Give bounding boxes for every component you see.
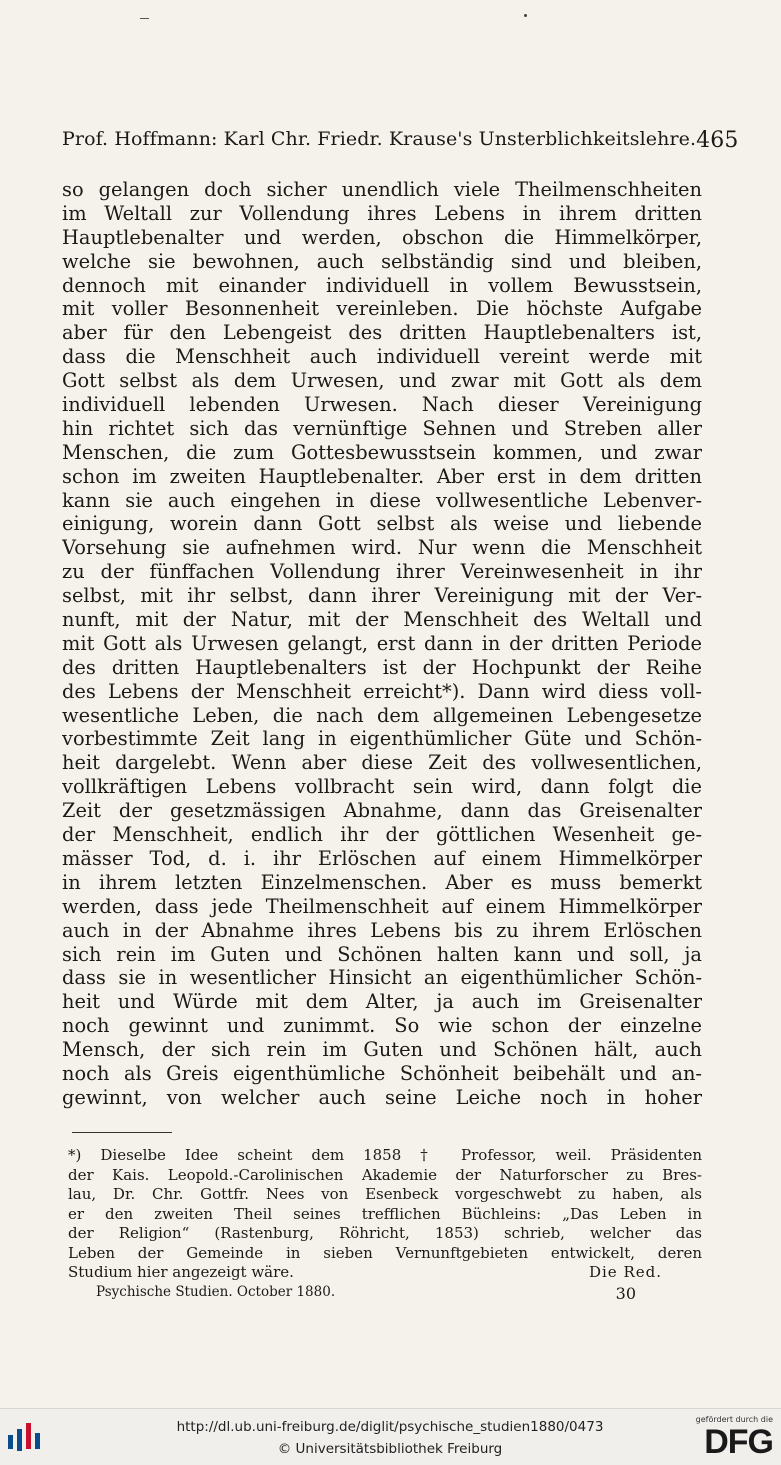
running-header	[62, 128, 739, 153]
text-line: des dritten Hauptlebenalters ist der Hochpunkt der Reihe	[62, 655, 702, 679]
text-line: noch als Greis eigenthümliche Schönheit beibehält und an-	[62, 1061, 702, 1085]
text-line: mit voller Besonnenheit vereinleben. Die höchste Aufgabe	[62, 297, 702, 321]
permalink-url[interactable]: http://dl.ub.uni-freiburg.de/diglit/psychische_studien1880/0473	[176, 1419, 604, 1435]
text-line: mit Gott als Urwesen gelangt, erst dann in der dritten Periode	[62, 631, 702, 655]
footnote-line: lau, Dr. Chr. Gottfr. Nees von Esenbeck vorgeschwebt zu haben, als	[68, 1185, 702, 1203]
footnote-line: der Religion“ (Rastenburg, Röhricht, 1853) schrieb, welcher das	[68, 1224, 702, 1242]
text-line: gewinnt, von welcher auch seine Leiche noch in hoher	[62, 1085, 702, 1109]
text-line: Vorsehung sie aufnehmen wird. Nur wenn die Menschheit	[62, 536, 702, 560]
text-line: einigung, worein dann Gott selbst als weise und liebende	[62, 512, 702, 536]
text-line: selbst, mit ihr selbst, dann ihrer Vereinigung mit der Ver-	[62, 584, 702, 608]
text-line: so gelangen doch sicher unendlich viele Theilmenschheiten	[62, 178, 702, 201]
sheet-number: 30	[615, 1284, 636, 1303]
copyright-notice: © Universitätsbibliothek Freiburg	[277, 1441, 503, 1457]
footnote-line: der Kais. Leopold.-Carolinischen Akademie der Naturforscher zu Bres-	[68, 1165, 702, 1184]
text-line: individuell lebenden Urwesen. Nach dieser Vereinigung	[62, 393, 702, 417]
footnote	[68, 1146, 702, 1283]
text-line: kann sie auch eingehen in diese vollwesentliche Lebenver-	[62, 488, 702, 512]
footnote-last-text: Studium hier angezeigt wäre.	[68, 1263, 294, 1281]
text-line: Menschen, die zum Gottesbewusstsein kommen, und zwar	[62, 440, 702, 464]
text-line: noch gewinnt und zunimmt. So wie schon der einzelne	[62, 1014, 702, 1038]
viewer-footer-bar	[0, 1408, 781, 1465]
text-line: Zeit der gesetzmässigen Abnahme, dann das Greisenalter	[62, 799, 702, 823]
text-line: heit und Würde mit dem Alter, ja auch im Greisenalter	[62, 990, 702, 1014]
text-line: dass sie in wesentlicher Hinsicht an eigenthümlicher Schön-	[62, 966, 702, 990]
text-line: des Lebens der Menschheit erreicht*). Dann wird diess voll-	[62, 679, 702, 703]
text-line: dennoch mit einander individuell in vollem Bewusstsein,	[62, 273, 702, 297]
scan-marks	[0, 8, 781, 20]
text-line: im Weltall zur Vollendung ihres Lebens in ihrem dritten	[62, 201, 702, 225]
text-line: nunft, mit der Natur, mit der Menschheit des Weltall und	[62, 608, 702, 632]
scan-dot-mark	[524, 14, 527, 17]
scan-dash-mark	[140, 18, 149, 19]
footnote-rule	[72, 1132, 172, 1133]
text-line: werden, dass jede Theilmenschheit auf einem Himmelkörper	[62, 894, 702, 918]
footnote-last-line	[68, 1263, 702, 1283]
text-line: vollkräftigen Lebens vollbracht sein wird, dann folgt die	[62, 775, 702, 799]
text-line: Hauptlebenalter und werden, obschon die Himmelkörper,	[62, 225, 702, 249]
dfg-logo[interactable]	[687, 1415, 773, 1459]
dfg-sponsor-text: gefördert durch die	[695, 1415, 773, 1424]
text-line: dass die Menschheit auch individuell vereint werde mit	[62, 345, 702, 369]
text-line: wesentliche Leben, die nach dem allgemeinen Lebengesetze	[62, 703, 702, 727]
page-footer	[96, 1284, 636, 1303]
footnote-line: *) Dieselbe Idee scheint dem 1858 † Professor, weil. Präsidenten	[68, 1146, 702, 1164]
text-line: in ihrem letzten Einzelmenschen. Aber es muss bemerkt	[62, 870, 702, 894]
page-number: 465	[696, 128, 739, 153]
text-line: vorbestimmte Zeit lang in eigenthümlicher Güte und Schön-	[62, 727, 702, 751]
text-line: schon im zweiten Hauptlebenalter. Aber erst in dem dritten	[62, 464, 702, 488]
text-line: hin richtet sich das vernünftige Sehnen und Streben aller	[62, 416, 702, 440]
text-line: mässer Tod, d. i. ihr Erlöschen auf einem Himmelkörper	[62, 846, 702, 870]
footnote-signature: Die Red.	[588, 1263, 662, 1281]
journal-signature: Psychische Studien. October 1880.	[96, 1284, 336, 1300]
dfg-logo-text: DFG	[704, 1423, 773, 1461]
text-line: auch in der Abnahme ihres Lebens bis zu ihrem Erlöschen	[62, 918, 702, 942]
text-line: aber für den Lebengeist des dritten Hauptlebenalters ist,	[62, 321, 702, 345]
footnote-line: er den zweiten Theil seines trefflichen Büchleins: „Das Leben in	[68, 1204, 702, 1223]
text-line: heit dargelebt. Wenn aber diese Zeit des vollwesentlichen,	[62, 751, 702, 775]
running-title: Prof. Hoffmann: Karl Chr. Friedr. Krause's Unsterblichkeitslehre.	[62, 128, 697, 150]
text-line: Mensch, der sich rein im Guten und Schönen hält, auch	[62, 1038, 702, 1062]
text-line: der Menschheit, endlich ihr der göttlichen Wesenheit ge-	[62, 823, 702, 847]
footnote-line: Leben der Gemeinde in sieben Vernunftgebieten entwickelt, deren	[68, 1243, 702, 1262]
text-line: sich rein im Guten und Schönen halten kann und soll, ja	[62, 942, 702, 966]
text-line: welche sie bewohnen, auch selbständig sind und bleiben,	[62, 249, 702, 273]
body-text	[62, 178, 702, 1110]
ub-freiburg-logo-icon[interactable]	[8, 1423, 40, 1455]
text-line: zu der fünffachen Vollendung ihrer Vereinwesenheit in ihr	[62, 560, 702, 584]
text-line: Gott selbst als dem Urwesen, und zwar mit Gott als dem	[62, 369, 702, 393]
